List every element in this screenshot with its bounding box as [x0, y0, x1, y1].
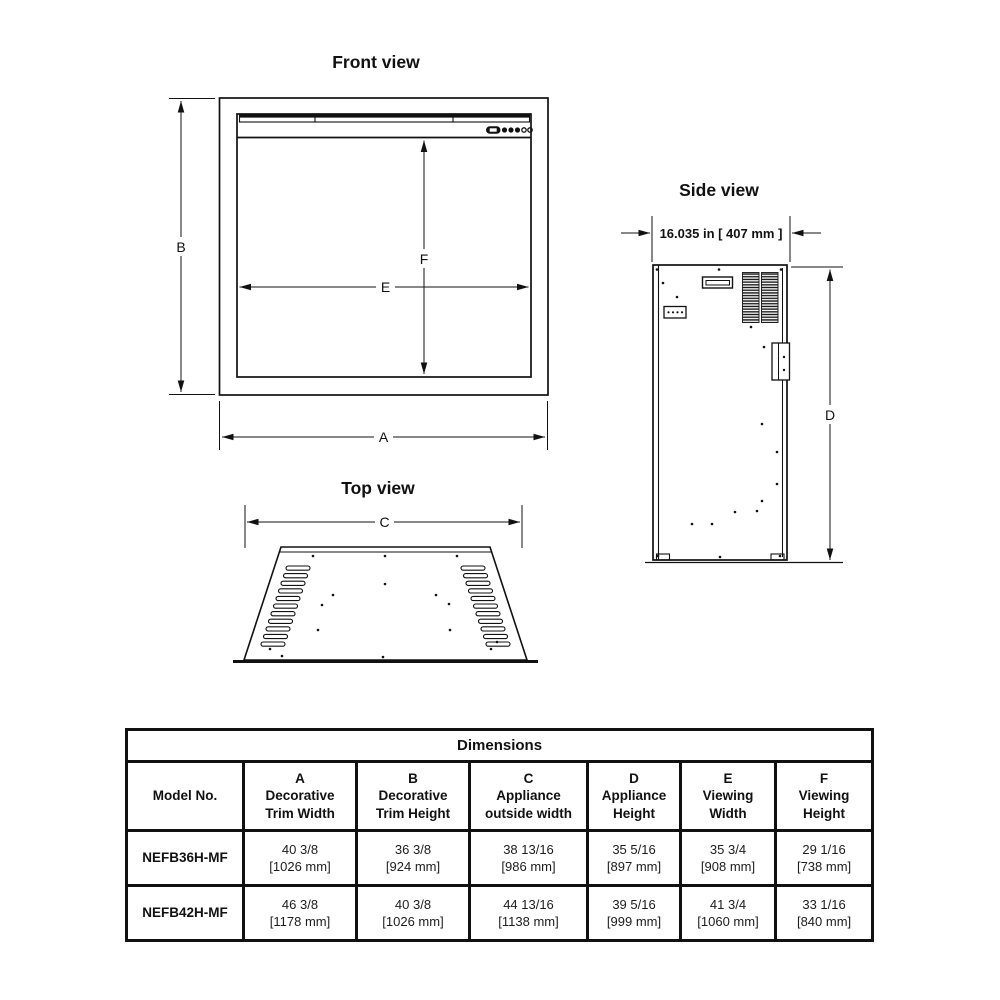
- control-button-icon: [522, 128, 526, 132]
- table-header-row: [127, 762, 873, 831]
- dim-cell: [244, 830, 357, 885]
- col-desc: outside width: [485, 805, 572, 821]
- col-desc: Height: [803, 805, 846, 821]
- col-desc: Appliance: [601, 788, 667, 804]
- dim-E: [240, 278, 529, 296]
- col-header-c: [470, 762, 588, 831]
- table-row: [127, 830, 873, 885]
- col-letter: A: [295, 771, 305, 786]
- dim-mm: [986 mm]: [501, 858, 556, 874]
- dim-inches: 38 13/16: [503, 841, 554, 857]
- col-header-d: [588, 762, 681, 831]
- control-button-icon: [515, 127, 520, 132]
- dim-cell: [470, 830, 588, 885]
- top-view: [233, 478, 538, 662]
- col-header-e: [681, 762, 776, 831]
- power-switch-slider: [490, 128, 497, 131]
- dim-mm: [908 mm]: [700, 858, 756, 874]
- model-cell: NEFB36H-MF: [127, 830, 244, 885]
- dim-mm: [1026 mm]: [382, 914, 444, 930]
- col-desc: Decorative: [378, 788, 448, 804]
- dim-label-E: E: [380, 279, 391, 295]
- dim-mm: [1178 mm]: [269, 914, 331, 930]
- col-desc: Viewing: [798, 788, 850, 804]
- dim-label-D: D: [824, 407, 836, 423]
- dim-cell: [470, 886, 588, 941]
- dim-cell: [244, 886, 357, 941]
- dim-mm: [924 mm]: [385, 858, 441, 874]
- dim-mm: [840 mm]: [796, 914, 852, 930]
- col-header-b: [357, 762, 470, 831]
- dim-mm: [1026 mm]: [269, 858, 331, 874]
- dim-inches: 35 5/16: [612, 841, 656, 857]
- dim-mm: [1060 mm]: [697, 914, 759, 930]
- table-title: Dimensions: [127, 730, 873, 762]
- dim-F: [415, 141, 434, 375]
- col-desc: Trim Height: [375, 805, 451, 821]
- dim-inches: 46 3/8: [281, 897, 319, 913]
- dim-inches: 29 1/16: [802, 841, 846, 857]
- front-appliance-outline: [237, 114, 531, 377]
- dim-cell: [357, 886, 470, 941]
- col-letter: B: [408, 771, 418, 786]
- dim-inches: 36 3/8: [394, 841, 432, 857]
- side-bracket: [772, 343, 790, 380]
- col-header-model: [127, 762, 244, 831]
- col-header-f: [776, 762, 873, 831]
- dim-inches: 39 5/16: [612, 897, 656, 913]
- top-view-title: Top view: [341, 478, 415, 498]
- dim-inches: 35 3/4: [709, 841, 747, 857]
- col-letter: D: [629, 771, 639, 786]
- front-view-title: Front view: [332, 52, 420, 72]
- col-letter: F: [819, 771, 829, 786]
- dim-cell: [681, 886, 776, 941]
- col-header-a: [244, 762, 357, 831]
- dim-cell: [681, 830, 776, 885]
- col-desc: Height: [613, 805, 655, 821]
- control-button-icon: [508, 127, 513, 132]
- dim-cell: [776, 886, 873, 941]
- dim-cell: [588, 886, 681, 941]
- side-view-title: Side view: [679, 180, 759, 200]
- dim-depth: [621, 216, 821, 262]
- dim-inches: 41 3/4: [709, 897, 747, 913]
- dim-label-B: B: [176, 239, 186, 255]
- dim-cell: [776, 830, 873, 885]
- dim-mm: [738 mm]: [796, 858, 852, 874]
- dim-D: [791, 267, 843, 560]
- col-header-text: Model No.: [152, 788, 218, 804]
- dim-B: [169, 99, 215, 395]
- vent-grille: [743, 273, 760, 323]
- vent-grille: [762, 273, 779, 323]
- col-desc: Decorative: [265, 788, 335, 804]
- model-cell: NEFB42H-MF: [127, 886, 244, 941]
- dim-mm: [897 mm]: [606, 858, 662, 874]
- dim-label-C: C: [379, 514, 390, 530]
- dim-C: [245, 505, 522, 548]
- col-letter: E: [723, 771, 733, 786]
- table-row: [127, 886, 873, 941]
- dim-cell: [588, 830, 681, 885]
- dim-inches: 40 3/8: [394, 897, 432, 913]
- col-desc: Viewing: [702, 788, 754, 804]
- col-desc: Width: [709, 805, 747, 821]
- dimensions-table: [125, 728, 874, 942]
- dim-inches: 40 3/8: [281, 841, 319, 857]
- col-desc: Appliance: [496, 788, 561, 804]
- front-louver-strip: [240, 115, 530, 123]
- col-letter: C: [523, 771, 534, 786]
- dim-label-A: A: [378, 429, 389, 445]
- side-view: [621, 180, 843, 563]
- col-desc: Trim Width: [265, 805, 335, 821]
- dim-label-F: F: [419, 251, 429, 267]
- control-panel: [486, 126, 532, 134]
- dim-A: [220, 401, 548, 450]
- front-trim-outline: [220, 98, 549, 395]
- dim-label-depth: 16.035 in [ 407 mm ]: [659, 226, 783, 241]
- front-view: [169, 52, 548, 450]
- dim-inches: 44 13/16: [503, 897, 554, 913]
- dim-mm: [1138 mm]: [498, 914, 559, 930]
- dim-mm: [999 mm]: [606, 914, 662, 930]
- dim-inches: 33 1/16: [802, 897, 846, 913]
- dim-cell: [357, 830, 470, 885]
- control-button-icon: [502, 127, 507, 132]
